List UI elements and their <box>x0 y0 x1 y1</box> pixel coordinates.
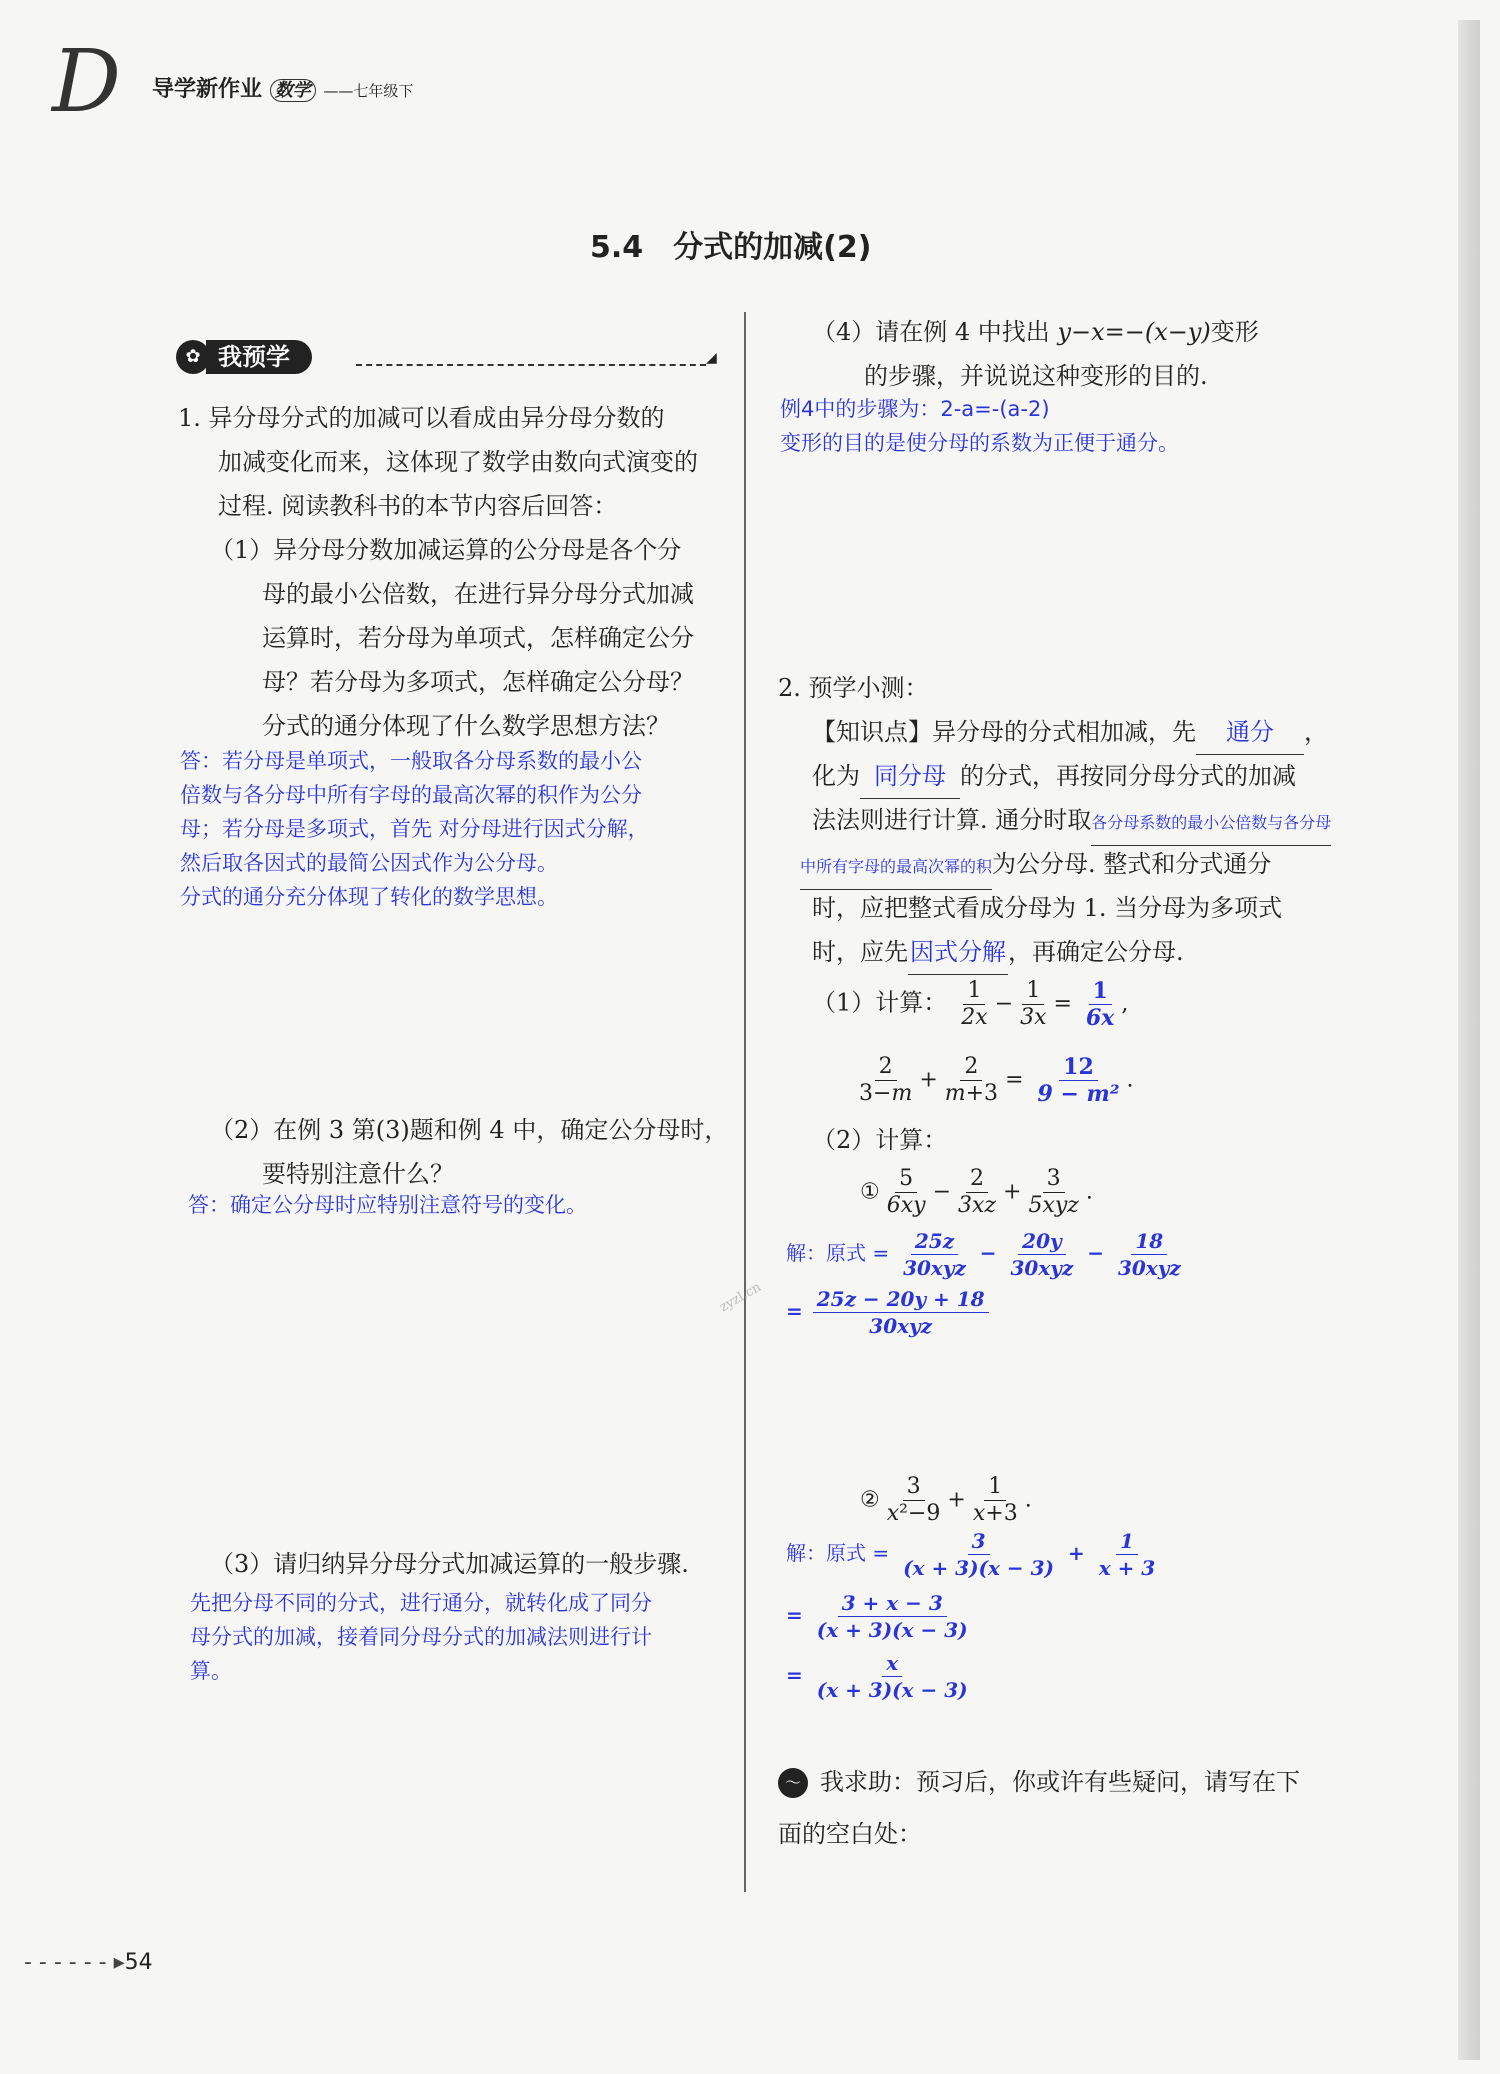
help-icon: 〜 <box>778 1768 808 1798</box>
answer-line: 然后取各因式的最简公因式作为公分母。 <box>180 851 558 875</box>
q1-answer2: 答：确定公分母时应特别注意符号的变化。 <box>188 1193 587 1217</box>
q1-intro <box>178 396 698 528</box>
answer-c2-num: 12 <box>1059 1054 1098 1081</box>
answer-line: 先把分母不同的分式，进行通分，就转化成了同分 <box>190 1591 652 1615</box>
q2-knowledge-line5: 时，应把整式看成分母为 1. 当分母为多项式 <box>812 894 1283 922</box>
q4-text-end: 变形 <box>1210 318 1259 346</box>
page-title: 5.4 分式的加减(2) <box>590 230 872 265</box>
q2-knowledge-line1: 【知识点】异分母的分式相加减，先 通分 ， <box>812 710 1328 755</box>
blank-4: 因式分解 <box>908 930 1008 975</box>
q4-text: （4）请在例 4 中找出 <box>812 318 1058 346</box>
answer-line: 母；若分母是多项式，首先 对分母进行因式分解， <box>180 817 649 841</box>
page-edge <box>1458 20 1480 2060</box>
solution1-line2: = $\frac{25z - 20y + 18}{\text{30xyz}}$ <box>786 1286 992 1339</box>
dashed-rule <box>356 364 706 366</box>
preview-label: 我预学 <box>206 340 312 374</box>
series-title: 导学新作业 <box>152 77 263 102</box>
calc2-problem2: ② $\frac{3}{\text{x²−9}}$ + $\frac{1}{x+3}$ . <box>860 1474 1032 1526</box>
q2-knowledge-line6: 时，应先因式分解，再确定公分母. <box>812 930 1184 975</box>
calc2-label: （2）计算： <box>812 1126 948 1154</box>
q2-heading: 2. 预学小测： <box>778 674 929 702</box>
header <box>52 32 512 132</box>
text-line: 过程. 阅读教科书的本节内容后回答： <box>218 492 618 520</box>
answer-line: 答：若分母是单项式，一般取各分母系数的最小公 <box>180 749 642 773</box>
preview-icon: ✿ <box>176 340 210 374</box>
column-divider <box>744 312 746 1892</box>
help-section <box>778 1760 1300 1856</box>
answer-c1-den: 6x <box>1085 1005 1115 1031</box>
subject-badge: 数学 <box>270 79 316 102</box>
q2-knowledge-line3: 法法则进行计算. 通分时取各分母系数的最小公倍数与各分母 <box>812 798 1331 846</box>
rule-arrow: ◢ <box>706 350 717 366</box>
calc2-problem1: ① $\frac{5}{6xy}$ − $\frac{2}{3xz}$ + $\frac{3}{\text{5xyz}}$ . <box>860 1166 1093 1218</box>
q1-answer3 <box>190 1586 652 1688</box>
page-number-area <box>24 1950 153 1975</box>
answer-line: 例4中的步骤为：2-a=-(a-2) <box>780 397 1050 421</box>
answer-c2-den: 9 − m² <box>1037 1081 1120 1107</box>
q1-sub1 <box>210 528 694 748</box>
q4-expression: y−x=−(x−y) <box>1057 318 1211 346</box>
watermark: zyzl.cn <box>717 1279 764 1316</box>
text-line: （2）在例 3 第(3)题和例 4 中，确定公分母时， <box>210 1116 729 1144</box>
text-line: 分式的通分体现了什么数学思想方法？ <box>262 712 670 740</box>
solution2-line1: 解：原式 = $\frac{3}{(x + 3)(x - 3)}$ + $\frac{1}{x + 3}$ <box>786 1529 1156 1580</box>
answer-line: 分式的通分充分体现了转化的数学思想。 <box>180 885 558 909</box>
text-line: 加减变化而来，这体现了数学由数向式演变的 <box>218 448 698 476</box>
text-line: 1. 异分母分式的加减可以看成由异分母分数的 <box>178 404 665 432</box>
text-line: 母？若分母为多项式，怎样确定公分母？ <box>262 668 694 696</box>
blank-3a: 各分母系数的最小公倍数与各分母 <box>1091 801 1331 846</box>
answer-c1-num: 1 <box>1089 978 1112 1005</box>
q4-line2: 的步骤，并说说这种变形的目的. <box>864 362 1208 390</box>
answer-line: 算。 <box>190 1659 232 1683</box>
logo-letter: D <box>52 32 121 132</box>
blank-2: 同分母 <box>860 754 960 799</box>
solution2-line2: = $\frac{3 + x - 3}{(x + 3)(x - 3)}$ <box>786 1591 968 1642</box>
q2-knowledge-line2: 化为 同分母 的分式，再按同分母分式的加减 <box>812 754 1296 799</box>
help-text: 我求助：预习后，你或许有些疑问，请写在下 <box>820 1768 1300 1796</box>
answer-line: 母分式的加减，接着同分母分式的加减法则进行计 <box>190 1625 652 1649</box>
text-line: 运算时，若分母为单项式，怎样确定公分 <box>262 624 694 652</box>
preview-section-header <box>176 336 716 376</box>
blank-1: 通分 <box>1196 710 1304 755</box>
q4 <box>812 310 1259 398</box>
solution1-line1: 解：原式 = $\frac{25z}{\text{30xyz}}$ − $\frac{20y}{\text{30xyz}}$ − $\frac{18}{\text{30xyz}}$ <box>786 1229 1181 1280</box>
answer-line: 变形的目的是使分母的系数为正便于通分。 <box>780 431 1179 455</box>
help-text-2: 面的空白处： <box>778 1820 922 1848</box>
text-line: （1）异分母分数加减运算的公分母是各个分 <box>210 536 682 564</box>
text-line: 要特别注意什么？ <box>262 1160 454 1188</box>
q1-answer1 <box>180 744 649 914</box>
q1-sub2 <box>210 1108 728 1196</box>
q2-knowledge-line4: 中所有字母的最高次幂的积为公分母. 整式和分式通分 <box>800 842 1271 890</box>
blank-3b: 中所有字母的最高次幂的积 <box>800 845 992 890</box>
solution2-line3: = $\frac{x}{(x + 3)(x - 3)}$ <box>786 1651 968 1702</box>
calc1-b: $\frac{2}{3-m}$ + $\frac{2}{m+3}$ = $\frac{12}{\text{9 − m²}}$ . <box>859 1054 1134 1107</box>
calc1-a: （1）计算： $\frac{1}{2x}$ − $\frac{1}{3x}$ = $\frac{1}{6x}$ , <box>812 978 1129 1031</box>
text-line: 母的最小公倍数，在进行异分母分式加减 <box>262 580 694 608</box>
grade-label: ——七年级下 <box>323 82 414 100</box>
page-number: 54 <box>124 1950 153 1975</box>
q4-answer <box>780 392 1179 460</box>
page-arrow-icon: - - - - - - ▸ <box>24 1950 125 1975</box>
q1-sub3: （3）请归纳异分母分式加减运算的一般步骤. <box>210 1550 689 1578</box>
answer-line: 倍数与各分母中所有字母的最高次幂的积作为公分 <box>180 783 642 807</box>
